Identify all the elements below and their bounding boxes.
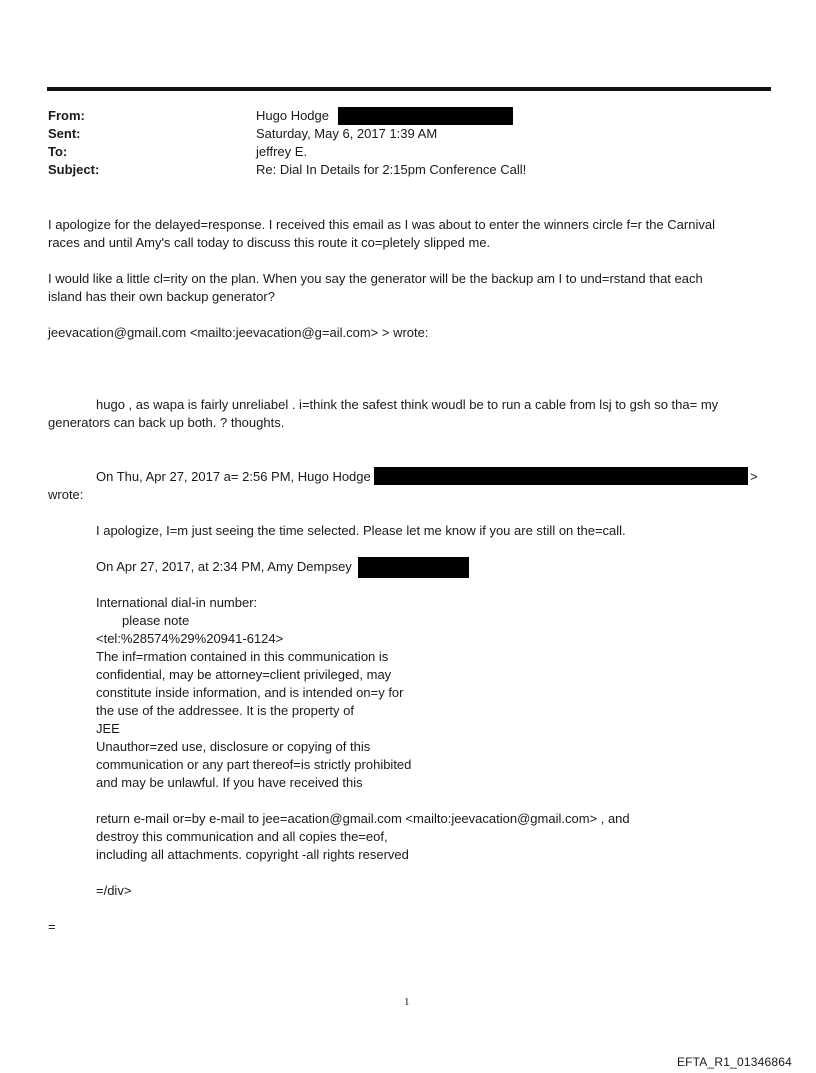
body-line: generators can back up both. ? thoughts. [48, 415, 285, 430]
body-line: the use of the addressee. It is the property of [96, 703, 354, 718]
body-line: On Apr 27, 2017, at 2:34 PM, Amy Dempsey [96, 559, 352, 574]
body-line: destroy this communication and all copies the=eof, [96, 829, 388, 844]
body-line: = [48, 919, 56, 934]
body-line: > [750, 469, 758, 484]
redaction-box [358, 557, 469, 578]
body-line: hugo , as wapa is fairly unreliabel . i=think the safest think woudl be to run a cable from lsj to gsh so tha= my [96, 397, 719, 412]
body-line: The inf=rmation contained in this communication is [96, 649, 389, 664]
subject-label: Subject: [48, 162, 100, 177]
body-line: island has their own backup generator? [48, 289, 275, 304]
body-line: JEE [96, 721, 120, 736]
subject-value: Re: Dial In Details for 2:15pm Conference Call! [256, 162, 527, 177]
from-label: From: [48, 108, 85, 123]
body-line: I apologize for the delayed=response. I received this email as I was about to enter the winners circle f=r the Carnival [48, 217, 715, 232]
document-id: EFTA_R1_01346864 [676, 1055, 792, 1069]
sent-label: Sent: [48, 126, 81, 141]
page-number: 1 [404, 996, 410, 1008]
to-label: To: [48, 144, 68, 159]
body-line: confidential, may be attorney=client privileged, may [96, 667, 392, 682]
body-line: I apologize, I=m just seeing the time selected. Please let me know if you are still on the=call. [96, 523, 626, 538]
body-line: wrote: [48, 487, 84, 502]
body-line: On Thu, Apr 27, 2017 a= 2:56 PM, Hugo Hodge [96, 469, 371, 484]
body-line: and may be unlawful. If you have received this [96, 775, 363, 790]
body-line: return e-mail or=by e-mail to jee=acation@gmail.com <mailto:jeevacation@gmail.com> , and [96, 811, 630, 826]
from-value: Hugo Hodge [256, 108, 329, 123]
sent-value: Saturday, May 6, 2017 1:39 AM [256, 126, 438, 141]
redaction-box [338, 107, 513, 125]
body-line: I would like a little cl=rity on the plan. When you say the generator will be the backup am I to und=rstand that each [48, 271, 703, 286]
to-value: jeffrey E. [256, 144, 308, 159]
body-line: =/div> [96, 883, 132, 898]
redaction-box [374, 467, 748, 485]
body-line: including all attachments. copyright -all rights reserved [96, 847, 409, 862]
body-line: races and until Amy's call today to discuss this route it co=pletely slipped me. [48, 235, 491, 250]
body-line: constitute inside information, and is intended on=y for [96, 685, 404, 700]
body-line: communication or any part thereof=is strictly prohibited [96, 757, 412, 772]
body-line: International dial-in number: [96, 595, 258, 610]
body-line: <tel:%28574%29%20941-6124> [96, 631, 284, 646]
body-line: jeevacation@gmail.com <mailto:jeevacation@g=ail.com> > wrote: [48, 325, 429, 340]
top-rule [47, 87, 771, 91]
body-line: Unauthor=zed use, disclosure or copying of this [96, 739, 371, 754]
body-line: please note [122, 613, 190, 628]
